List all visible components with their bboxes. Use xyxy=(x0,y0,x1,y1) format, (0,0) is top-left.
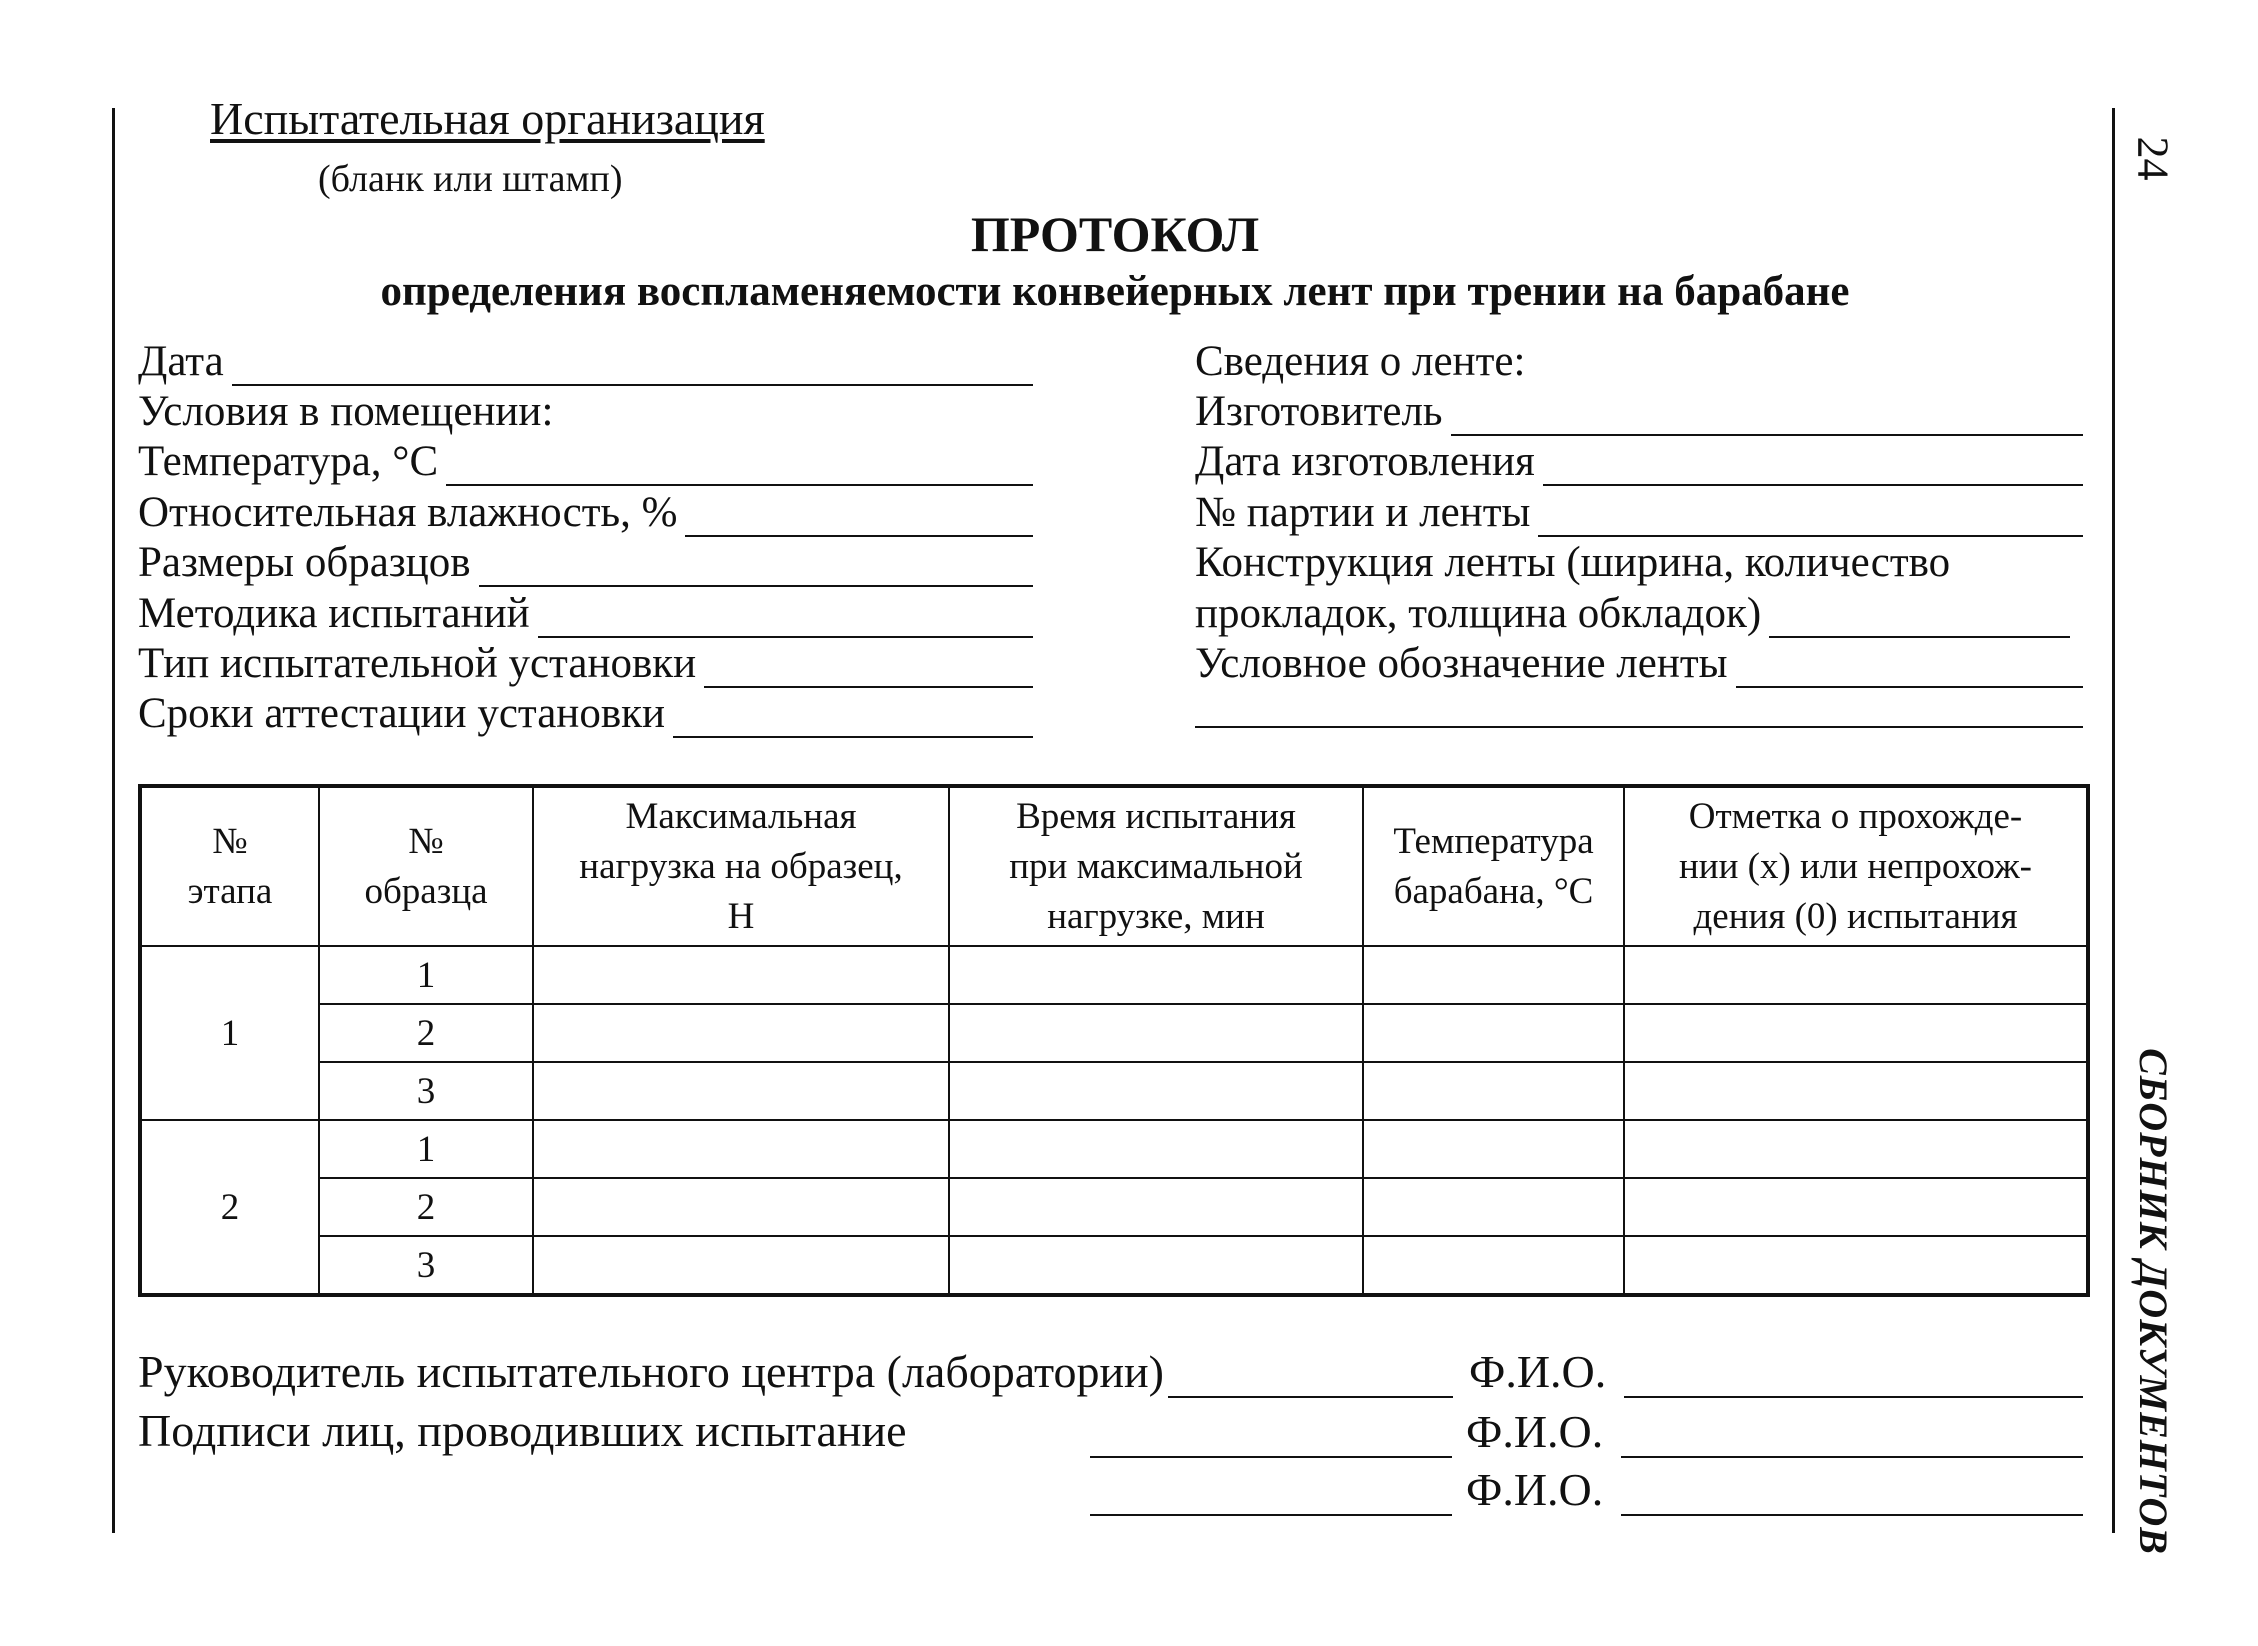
manufacture-date-line[interactable] xyxy=(1543,448,2083,486)
date-line[interactable] xyxy=(232,348,1033,386)
fio-line-2[interactable] xyxy=(1621,1416,2083,1458)
time-cell[interactable] xyxy=(949,1236,1363,1295)
manufacture-date-label: Дата изготовления xyxy=(1195,438,1535,485)
temperature-line[interactable] xyxy=(446,448,1033,486)
header-max-load: Максимальная нагрузка на образец, Н xyxy=(533,786,949,946)
stage-cell: 2 xyxy=(140,1120,319,1295)
batch-line[interactable] xyxy=(1538,499,2083,537)
table-row xyxy=(140,1004,2088,1062)
stage-cell: 1 xyxy=(140,946,319,1120)
temperature-field[interactable] xyxy=(138,438,1033,486)
mark-cell[interactable] xyxy=(1624,1004,2088,1062)
installation-type-label: Тип испытательной установки xyxy=(138,640,697,687)
designation-line[interactable] xyxy=(1736,650,2083,688)
batch-field[interactable] xyxy=(1195,489,2083,537)
room-conditions-label: Условия в помещении: xyxy=(138,388,554,435)
sample-sizes-line[interactable] xyxy=(479,549,1033,587)
manufacturer-line[interactable] xyxy=(1451,398,2083,436)
header-drum-temperature: Температура барабана, °С xyxy=(1363,786,1624,946)
sample-cell: 1 xyxy=(319,946,533,1004)
mark-cell[interactable] xyxy=(1624,1062,2088,1120)
collection-label: СБОРНИК ДОКУМЕНТОВ xyxy=(2130,1047,2176,1555)
fio-label-2: Ф.И.О. xyxy=(1466,1406,1604,1457)
manufacturer-field[interactable] xyxy=(1195,388,2083,436)
installation-type-field[interactable] xyxy=(138,640,1033,688)
blank-note: (бланк или штамп) xyxy=(318,158,623,200)
sample-cell: 2 xyxy=(319,1004,533,1062)
header-stage: № этапа xyxy=(140,786,319,946)
table-row xyxy=(140,946,2088,1004)
sample-sizes-label: Размеры образцов xyxy=(138,539,471,586)
manufacturer-label: Изготовитель xyxy=(1195,388,1443,435)
certification-field[interactable] xyxy=(138,690,1033,738)
time-cell[interactable] xyxy=(949,1062,1363,1120)
fio-line-3[interactable] xyxy=(1621,1474,2083,1516)
table-row xyxy=(140,1178,2088,1236)
sample-cell: 3 xyxy=(319,1062,533,1120)
mark-cell[interactable] xyxy=(1624,1120,2088,1178)
construction-line[interactable] xyxy=(1769,600,2070,638)
time-cell[interactable] xyxy=(949,1178,1363,1236)
load-cell[interactable] xyxy=(533,1178,949,1236)
designation-extra-line[interactable] xyxy=(1195,690,2083,728)
load-cell[interactable] xyxy=(533,946,949,1004)
installation-type-line[interactable] xyxy=(704,650,1033,688)
table-row xyxy=(140,1236,2088,1295)
method-field[interactable] xyxy=(138,590,1033,638)
left-margin-rule xyxy=(112,108,115,1533)
fio-label-3: Ф.И.О. xyxy=(1466,1464,1604,1515)
temperature-cell[interactable] xyxy=(1363,946,1624,1004)
results-table xyxy=(138,784,2090,1297)
certification-line[interactable] xyxy=(673,700,1033,738)
fio-line-1[interactable] xyxy=(1624,1356,2083,1398)
header-sample: № образца xyxy=(319,786,533,946)
temperature-cell[interactable] xyxy=(1363,1062,1624,1120)
head-signature-line[interactable] xyxy=(1168,1356,1453,1398)
belt-info-label: Сведения о ленте: xyxy=(1195,338,1526,385)
sample-sizes-field[interactable] xyxy=(138,539,1033,587)
sample-cell: 2 xyxy=(319,1178,533,1236)
document-title: ПРОТОКОЛ xyxy=(970,206,1260,262)
humidity-field[interactable] xyxy=(138,489,1033,537)
head-label: Руководитель испытательного центра (лаборатории) xyxy=(138,1346,1164,1397)
manufacture-date-field[interactable] xyxy=(1195,438,2083,486)
signers-label: Подписи лиц, проводивших испытание xyxy=(138,1405,907,1456)
time-cell[interactable] xyxy=(949,946,1363,1004)
page-number: 24 xyxy=(2128,136,2178,180)
method-label: Методика испытаний xyxy=(138,590,530,637)
humidity-line[interactable] xyxy=(685,499,1033,537)
sample-cell: 3 xyxy=(319,1236,533,1295)
load-cell[interactable] xyxy=(533,1236,949,1295)
table-row xyxy=(140,1062,2088,1120)
designation-label: Условное обозначение ленты xyxy=(1195,640,1728,687)
temperature-cell[interactable] xyxy=(1363,1120,1624,1178)
fio-label-1: Ф.И.О. xyxy=(1469,1346,1607,1397)
construction-label-1: Конструкция ленты (ширина, количество xyxy=(1195,539,1951,586)
table-row xyxy=(140,1120,2088,1178)
temperature-cell[interactable] xyxy=(1363,1004,1624,1062)
method-line[interactable] xyxy=(538,600,1033,638)
table-header-row xyxy=(140,786,2088,946)
head-signature-row xyxy=(138,1344,2083,1398)
right-margin-rule xyxy=(2112,108,2115,1533)
organization-label: Испытательная организация xyxy=(210,93,765,144)
signer-row-2 xyxy=(1090,1462,2083,1516)
construction-field[interactable] xyxy=(1195,590,2070,638)
humidity-label: Относительная влажность, % xyxy=(138,489,678,536)
header-test-time: Время испытания при максимальной нагрузке, мин xyxy=(949,786,1363,946)
mark-cell[interactable] xyxy=(1624,946,2088,1004)
certification-label: Сроки аттестации установки xyxy=(138,690,666,737)
construction-label-2: прокладок, толщина обкладок) xyxy=(1195,590,1762,637)
load-cell[interactable] xyxy=(533,1120,949,1178)
batch-label: № партии и ленты xyxy=(1195,489,1531,536)
document-subtitle: определения воспламеняемости конвейерных лент при трении на барабане xyxy=(380,268,1850,315)
load-cell[interactable] xyxy=(533,1004,949,1062)
designation-field[interactable] xyxy=(1195,640,2083,688)
header-pass-mark: Отметка о прохожде- нии (х) или непрохож- дения (0) испытания xyxy=(1624,786,2088,946)
signer-signature-line-1[interactable] xyxy=(1090,1416,1452,1458)
date-label: Дата xyxy=(138,338,224,385)
load-cell[interactable] xyxy=(533,1062,949,1120)
time-cell[interactable] xyxy=(949,1004,1363,1062)
temperature-cell[interactable] xyxy=(1363,1178,1624,1236)
signer-row-1 xyxy=(1090,1404,2083,1458)
temperature-cell[interactable] xyxy=(1363,1236,1624,1295)
temperature-label: Температура, °С xyxy=(138,438,439,485)
mark-cell[interactable] xyxy=(1624,1236,2088,1295)
time-cell[interactable] xyxy=(949,1120,1363,1178)
sample-cell: 1 xyxy=(319,1120,533,1178)
signer-signature-line-2[interactable] xyxy=(1090,1474,1452,1516)
date-field[interactable] xyxy=(138,338,1033,386)
mark-cell[interactable] xyxy=(1624,1178,2088,1236)
